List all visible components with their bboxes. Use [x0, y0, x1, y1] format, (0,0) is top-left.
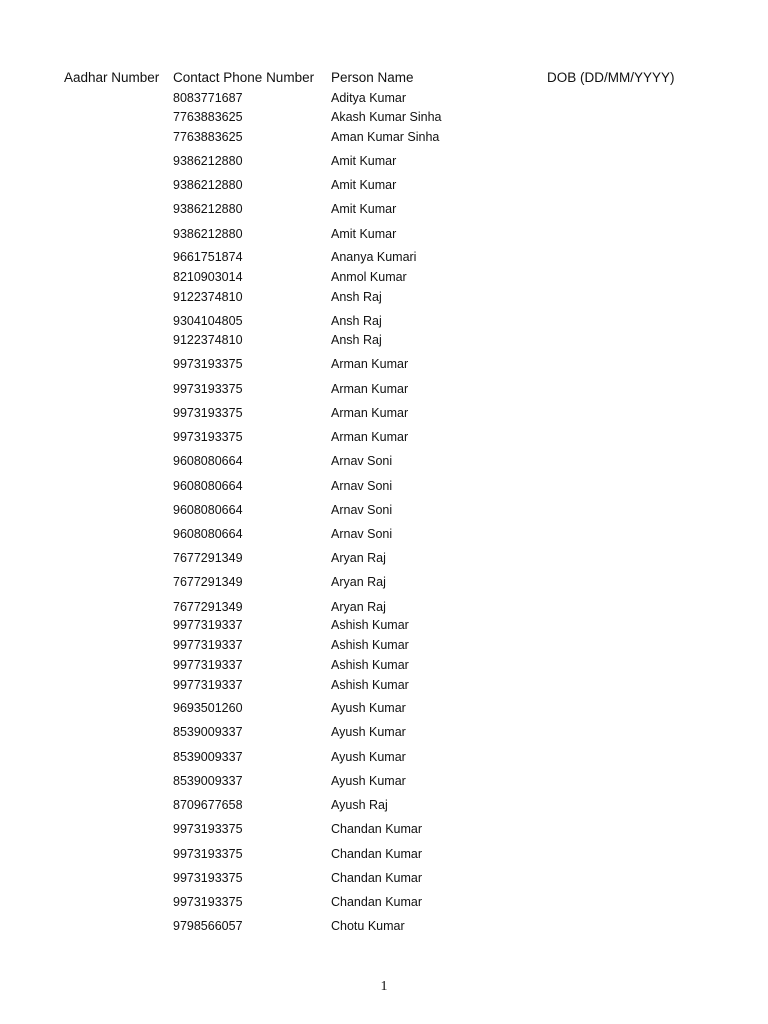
person-name-cell: Ananya Kumari	[331, 250, 417, 264]
contact-phone-cell: 9608080664	[173, 479, 243, 493]
contact-phone-cell: 9973193375	[173, 357, 243, 371]
header-aadhar-number: Aadhar Number	[64, 70, 160, 85]
person-name-cell: Ansh Raj	[331, 290, 382, 304]
person-name-cell: Chotu Kumar	[331, 919, 405, 933]
contact-phone-cell: 9973193375	[173, 382, 243, 396]
person-name-cell: Ansh Raj	[331, 333, 382, 347]
table-row	[0, 895, 768, 913]
table-row	[0, 270, 768, 288]
table-row	[0, 822, 768, 840]
person-name-cell: Akash Kumar Sinha	[331, 110, 442, 124]
contact-phone-cell: 7677291349	[173, 600, 243, 614]
person-name-cell: Arnav Soni	[331, 503, 393, 517]
person-name-cell: Ayush Kumar	[331, 701, 406, 715]
contact-phone-cell: 9122374810	[173, 290, 243, 304]
person-name-cell: Arman Kumar	[331, 382, 409, 396]
table-row	[0, 701, 768, 719]
contact-phone-cell: 9798566057	[173, 919, 243, 933]
contact-phone-cell: 9973193375	[173, 895, 243, 909]
contact-phone-cell: 9386212880	[173, 178, 243, 192]
table-row	[0, 110, 768, 128]
table-row	[0, 250, 768, 268]
table-row	[0, 847, 768, 865]
person-name-cell: Ashish Kumar	[331, 618, 409, 632]
table-row	[0, 382, 768, 400]
person-name-cell: Ansh Raj	[331, 314, 382, 328]
contact-phone-cell: 9608080664	[173, 503, 243, 517]
table-row	[0, 575, 768, 593]
contact-phone-cell: 9973193375	[173, 871, 243, 885]
contact-phone-cell: 9608080664	[173, 454, 243, 468]
contact-phone-cell: 9973193375	[173, 847, 243, 861]
person-name-cell: Aditya Kumar	[331, 91, 407, 105]
contact-phone-cell: 9973193375	[173, 406, 243, 420]
contact-phone-cell: 8709677658	[173, 798, 243, 812]
table-row	[0, 919, 768, 937]
table-row	[0, 503, 768, 521]
contact-phone-cell: 9973193375	[173, 430, 243, 444]
person-name-cell: Arman Kumar	[331, 357, 409, 371]
person-name-cell: Chandan Kumar	[331, 822, 423, 836]
table-row	[0, 658, 768, 676]
table-row	[0, 750, 768, 768]
table-row	[0, 202, 768, 220]
contact-phone-cell: 9304104805	[173, 314, 243, 328]
contact-phone-cell: 8083771687	[173, 91, 243, 105]
person-name-cell: Ayush Kumar	[331, 750, 406, 764]
contact-phone-cell: 8539009337	[173, 725, 243, 739]
table-row	[0, 454, 768, 472]
table-row	[0, 551, 768, 569]
contact-phone-cell: 8210903014	[173, 270, 243, 284]
table-row	[0, 290, 768, 308]
person-name-cell: Amit Kumar	[331, 154, 397, 168]
person-name-cell: Aryan Raj	[331, 600, 386, 614]
contact-phone-cell: 7763883625	[173, 130, 243, 144]
contact-phone-cell: 9977319337	[173, 678, 243, 692]
page-number: 1	[380, 979, 388, 994]
person-name-cell: Aryan Raj	[331, 551, 386, 565]
person-name-cell: Arman Kumar	[331, 430, 409, 444]
table-row	[0, 91, 768, 109]
person-name-cell: Anmol Kumar	[331, 270, 407, 284]
contact-phone-cell: 9608080664	[173, 527, 243, 541]
person-name-cell: Ayush Kumar	[331, 725, 406, 739]
table-row	[0, 357, 768, 375]
contact-phone-cell: 9386212880	[173, 154, 243, 168]
header-dob: DOB (DD/MM/YYYY)	[547, 70, 675, 85]
table-row	[0, 154, 768, 172]
contact-phone-cell: 9661751874	[173, 250, 243, 264]
contact-phone-cell: 9386212880	[173, 227, 243, 241]
person-name-cell: Ashish Kumar	[331, 638, 409, 652]
person-name-cell: Chandan Kumar	[331, 871, 423, 885]
person-name-cell: Ayush Raj	[331, 798, 388, 812]
person-name-cell: Chandan Kumar	[331, 895, 423, 909]
table-row	[0, 406, 768, 424]
table-row	[0, 871, 768, 889]
header-contact-phone-number: Contact Phone Number	[173, 70, 315, 85]
contact-phone-cell: 9122374810	[173, 333, 243, 347]
contact-phone-cell: 9977319337	[173, 658, 243, 672]
table-row	[0, 638, 768, 656]
contact-phone-cell: 7677291349	[173, 551, 243, 565]
contact-phone-cell: 9973193375	[173, 822, 243, 836]
person-name-cell: Ashish Kumar	[331, 658, 409, 672]
contact-phone-cell: 9977319337	[173, 618, 243, 632]
person-name-cell: Arnav Soni	[331, 527, 393, 541]
table-row	[0, 725, 768, 743]
table-row	[0, 527, 768, 545]
person-name-cell: Arman Kumar	[331, 406, 409, 420]
contact-phone-cell: 7677291349	[173, 575, 243, 589]
person-name-cell: Amit Kumar	[331, 178, 397, 192]
person-name-cell: Arnav Soni	[331, 479, 393, 493]
contact-phone-cell: 8539009337	[173, 774, 243, 788]
contact-phone-cell: 9977319337	[173, 638, 243, 652]
table-row	[0, 333, 768, 351]
table-row	[0, 798, 768, 816]
table-row	[0, 130, 768, 148]
person-name-cell: Aryan Raj	[331, 575, 386, 589]
person-name-cell: Amit Kumar	[331, 202, 397, 216]
person-name-cell: Chandan Kumar	[331, 847, 423, 861]
contact-phone-cell: 9693501260	[173, 701, 243, 715]
person-name-cell: Amit Kumar	[331, 227, 397, 241]
person-name-cell: Ashish Kumar	[331, 678, 409, 692]
contact-phone-cell: 9386212880	[173, 202, 243, 216]
table-row	[0, 618, 768, 636]
table-row	[0, 227, 768, 245]
table-row	[0, 178, 768, 196]
person-name-cell: Arnav Soni	[331, 454, 393, 468]
table-row	[0, 479, 768, 497]
table-row	[0, 774, 768, 792]
table-row	[0, 430, 768, 448]
table-row	[0, 678, 768, 696]
header-person-name: Person Name	[331, 70, 414, 85]
table-row	[0, 314, 768, 332]
person-name-cell: Aman Kumar Sinha	[331, 130, 440, 144]
contact-phone-cell: 7763883625	[173, 110, 243, 124]
contact-phone-cell: 8539009337	[173, 750, 243, 764]
person-name-cell: Ayush Kumar	[331, 774, 406, 788]
table-row	[0, 600, 768, 618]
